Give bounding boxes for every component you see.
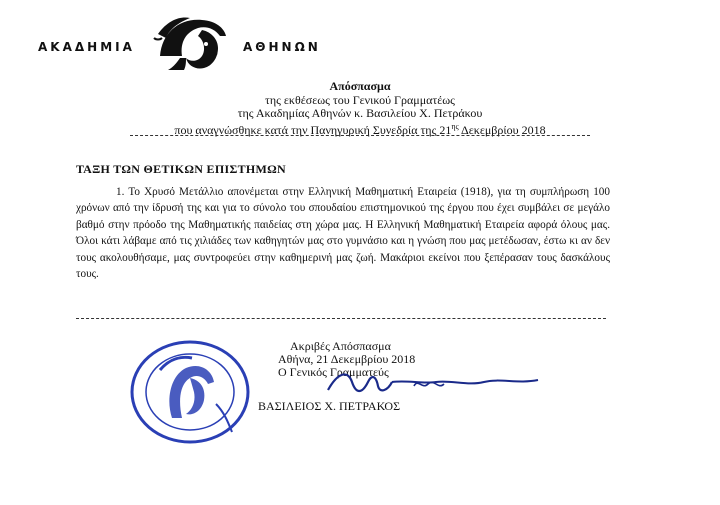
letterhead-left-word: ΑΚΑΔΗΜΙΑ xyxy=(38,40,135,54)
signatory-name: ΒΑΣΙΛΕΙΟΣ Χ. ΠΕΤΡΑΚΟΣ xyxy=(258,399,401,413)
section-title: ΤΑΞΗ ΤΩΝ ΘΕΤΙΚΩΝ ΕΠΙΣΤΗΜΩΝ xyxy=(76,162,287,176)
body-paragraph xyxy=(76,184,610,282)
athena-emblem-icon xyxy=(150,12,242,74)
letterhead-right-word: ΑΘΗΝΩΝ xyxy=(243,40,321,54)
heading-divider xyxy=(130,135,590,136)
signatory-role: Ο Γενικός Γραμματεύς xyxy=(278,365,389,379)
extract-title: Απόσπασμα xyxy=(329,79,391,93)
heading-line-1: της εκθέσεως του Γενικού Γραμματέως xyxy=(265,93,455,107)
place-date: Αθήνα, 21 Δεκεμβρίου 2018 xyxy=(278,352,416,366)
body-divider xyxy=(76,318,606,319)
body-text: 1. Το Χρυσό Μετάλλιο απονέμεται στην Ελληνική Μαθηματική Εταιρεία (1918), για τη συμπλήρωση 100 χρόνων από την ίδρυσή της και για το σύνολο του σπουδαίου επιστημονικού της έργου που έχει συμβάλει σε μεγάλο βαθμό στην πρόοδο της Μαθηματικής παιδείας στη χώρα μας. Η Ελληνική Μαθηματική Εταιρεία αφορά όλους μας. Όλοι κάτι λάβαμε από τις χιλιάδες των καθηγητών μας στο γυμνάσιο και η γνώση που μας μετέδωσαν, έστω κι αν δεν τους ακολουθήσαμε, μας συντροφεύει στην καθημερινή μας ζωή. Μακάριοι εκείνοι που ξεπέρασαν τους δασκάλους τους. xyxy=(76,186,610,281)
official-stamp-icon xyxy=(120,330,260,450)
heading-line-3: που αναγνώσθηκε κατά την Πανηγυρική Συνεδρία της $21^{\eta\varsigma}$ Δεκεμβρίου 2018 xyxy=(174,122,546,137)
certified-extract-label: Ακριβές Απόσπασμα xyxy=(290,339,391,353)
heading-line-2: της Ακαδημίας Αθηνών κ. Βασιλείου Χ. Πετράκου xyxy=(237,106,483,120)
